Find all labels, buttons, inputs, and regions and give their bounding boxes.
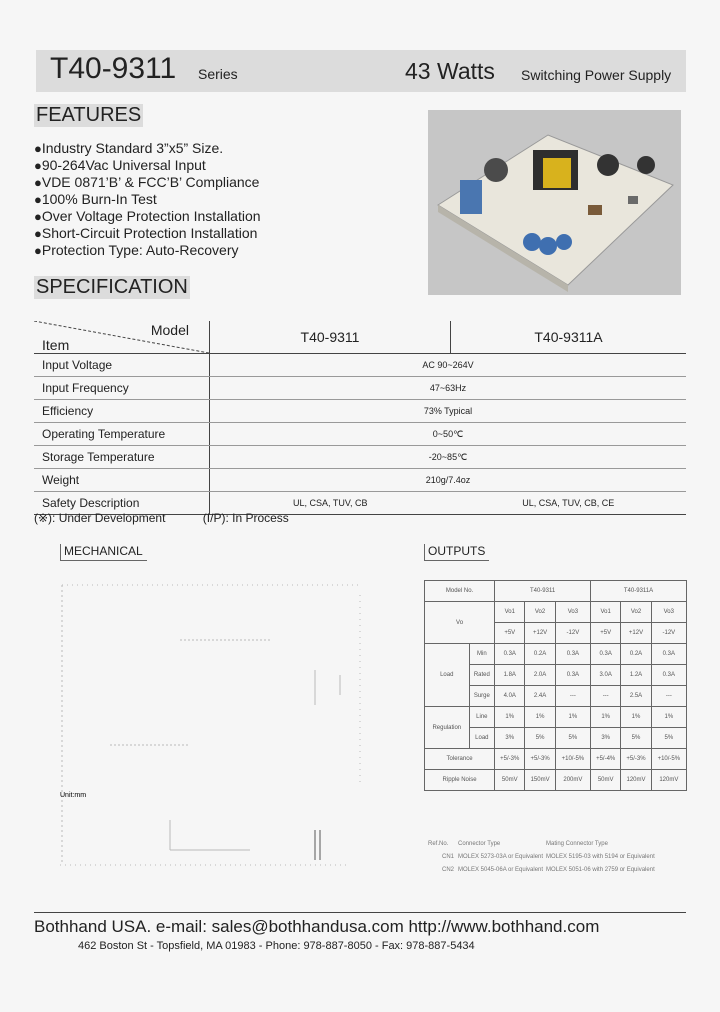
vo-head: Vo1 (495, 602, 525, 623)
model-a-label: T40-9311 (495, 581, 591, 602)
spec-row (34, 354, 686, 377)
model-a-header: T40-9311 (210, 321, 451, 354)
spec-value: -20~85℃ (210, 446, 687, 469)
spec-value-b: UL, CSA, TUV, CB, CE (522, 498, 615, 508)
feature-item: ●Industry Standard 3”x5” Size. (34, 140, 224, 156)
spec-item: Input Frequency (34, 377, 210, 400)
load-cell: 0.3A (591, 644, 621, 665)
vo-label: Vo (425, 602, 495, 644)
reg-row-label: Line (469, 707, 495, 728)
reg-cell: 5% (651, 728, 686, 749)
feature-item: ●Short-Circuit Protection Installation (34, 225, 258, 241)
regulation-label: Regulation (425, 707, 470, 749)
regulation-row (425, 707, 687, 728)
reg-cell: 5% (525, 728, 555, 749)
ripple-row (425, 770, 687, 791)
product-type: Switching Power Supply (521, 67, 672, 83)
load-row-label: Rated (469, 665, 495, 686)
ripple-cell: 120mV (651, 770, 686, 791)
outputs-model-row (425, 581, 687, 602)
reg-cell: 1% (651, 707, 686, 728)
vo-value: -12V (555, 623, 590, 644)
tolerance-label: Tolerance (425, 749, 495, 770)
tolerance-cell: +5/-3% (525, 749, 555, 770)
reg-cell: 1% (555, 707, 590, 728)
spec-value: 210g/7.4oz (210, 469, 687, 492)
ripple-cell: 200mV (555, 770, 590, 791)
feature-item: ●Over Voltage Protection Installation (34, 208, 261, 224)
load-cell: --- (651, 686, 686, 707)
reg-cell: 3% (591, 728, 621, 749)
load-row (425, 644, 687, 665)
vo-value: +5V (495, 623, 525, 644)
vo-head: Vo1 (591, 602, 621, 623)
mechanical-heading: MECHANICAL (60, 544, 147, 561)
outputs-vo-head-row (425, 602, 687, 623)
spec-row (34, 446, 686, 469)
spec-item: Operating Temperature (34, 423, 210, 446)
features-list (34, 140, 261, 259)
load-cell: 1.8A (495, 665, 525, 686)
tolerance-cell: +5/-4% (591, 749, 621, 770)
corner-model-label: Model (150, 322, 189, 338)
load-cell: 0.3A (495, 644, 525, 665)
reg-cell: 1% (495, 707, 525, 728)
corner-item-label: Item (42, 337, 70, 353)
mechanical-unit-label: Unit:mm (60, 792, 87, 799)
wattage: 43 Watts (405, 58, 495, 84)
load-cell: 0.3A (555, 665, 590, 686)
spec-item: Safety Description (34, 492, 210, 515)
ripple-cell: 150mV (525, 770, 555, 791)
mechanical-drawing (40, 565, 400, 885)
spec-value: 73% Typical (210, 400, 687, 423)
feature-item: ●Protection Type: Auto-Recovery (34, 242, 239, 258)
spec-value: AC 90~264V (210, 354, 687, 377)
spec-item: Efficiency (34, 400, 210, 423)
connector-head-row: Ref.No. Connector Type Mating Connector Type (428, 841, 608, 847)
tolerance-cell: +10/-5% (555, 749, 590, 770)
connector-row: CN1 MOLEX 5273-03A or Equivalent MOLEX 5195-03 with 5194 or Equivalent (442, 854, 655, 860)
vo-value: -12V (651, 623, 686, 644)
spec-value: 47~63Hz (210, 377, 687, 400)
outputs-table (424, 580, 687, 791)
load-cell: 2.4A (525, 686, 555, 707)
reg-cell: 1% (591, 707, 621, 728)
spec-value: 0~50℃ (210, 423, 687, 446)
spec-row (34, 469, 686, 492)
spec-item: Weight (34, 469, 210, 492)
load-cell: 0.3A (651, 665, 686, 686)
specification-heading: SPECIFICATION (36, 276, 188, 298)
load-cell: 2.5A (621, 686, 651, 707)
load-row-label: Surge (469, 686, 495, 707)
load-cell: 3.0A (591, 665, 621, 686)
load-cell: 4.0A (495, 686, 525, 707)
ripple-label: Ripple Noise (425, 770, 495, 791)
reg-cell: 3% (495, 728, 525, 749)
load-cell: 2.0A (525, 665, 555, 686)
model-number: T40-9311 (50, 52, 177, 85)
vo-value: +12V (621, 623, 651, 644)
vo-head: Vo3 (651, 602, 686, 623)
reg-cell: 1% (621, 707, 651, 728)
load-cell: --- (591, 686, 621, 707)
load-cell: 0.2A (621, 644, 651, 665)
tolerance-row (425, 749, 687, 770)
spec-item: Input Voltage (34, 354, 210, 377)
ripple-cell: 50mV (495, 770, 525, 791)
reg-cell: 1% (525, 707, 555, 728)
footer-address: 462 Boston St - Topsfield, MA 01983 - Phone: 978-887-8050 - Fax: 978-887-5434 (78, 940, 475, 952)
spec-row (34, 400, 686, 423)
model-b-header: T40-9311A (451, 321, 687, 354)
tolerance-cell: +10/-5% (651, 749, 686, 770)
model-b-label: T40-9311A (591, 581, 687, 602)
note-in-process: (I/P): In Process (202, 511, 289, 525)
connector-row: CN2 MOLEX 5045-06A or Equivalent MOLEX 5051-06 with 2759 or Equivalent (442, 867, 655, 873)
vo-value: +12V (525, 623, 555, 644)
ripple-cell: 120mV (621, 770, 651, 791)
corner-cell (34, 321, 210, 354)
vo-value: +5V (591, 623, 621, 644)
tolerance-cell: +5/-3% (621, 749, 651, 770)
outputs-heading: OUTPUTS (424, 544, 489, 561)
reg-cell: 5% (555, 728, 590, 749)
series-label: Series (198, 66, 238, 82)
load-cell: 0.3A (555, 644, 590, 665)
ripple-cell: 50mV (591, 770, 621, 791)
load-cell: 0.2A (525, 644, 555, 665)
features-heading: FEATURES (36, 104, 142, 126)
vo-head: Vo2 (621, 602, 651, 623)
spec-row (34, 423, 686, 446)
load-cell: 1.2A (621, 665, 651, 686)
load-row-label: Min (469, 644, 495, 665)
spec-value-a: UL, CSA, TUV, CB (292, 498, 368, 508)
footer-divider (34, 912, 686, 913)
model-no-label: Model No. (425, 581, 495, 602)
load-cell: --- (555, 686, 590, 707)
reg-row-label: Load (469, 728, 495, 749)
feature-item: ●VDE 0871’B’ & FCC’B’ Compliance (34, 174, 260, 190)
feature-item: ●100% Burn-In Test (34, 191, 157, 207)
vo-head: Vo2 (525, 602, 555, 623)
tolerance-cell: +5/-3% (495, 749, 525, 770)
spec-item: Storage Temperature (34, 446, 210, 469)
footer-contact: Bothhand USA. e-mail: sales@bothhandusa.com http://www.bothhand.com (34, 917, 600, 936)
notes (34, 511, 289, 525)
specification-table (34, 321, 686, 515)
product-photo (428, 110, 681, 295)
reg-cell: 5% (621, 728, 651, 749)
connector-table (428, 838, 683, 877)
spec-header-row (34, 321, 686, 354)
note-under-development: (※): Under Development (34, 511, 166, 525)
vo-head: Vo3 (555, 602, 590, 623)
load-cell: 0.3A (651, 644, 686, 665)
load-label: Load (425, 644, 470, 707)
feature-item: ●90-264Vac Universal Input (34, 157, 206, 173)
spec-row (34, 377, 686, 400)
